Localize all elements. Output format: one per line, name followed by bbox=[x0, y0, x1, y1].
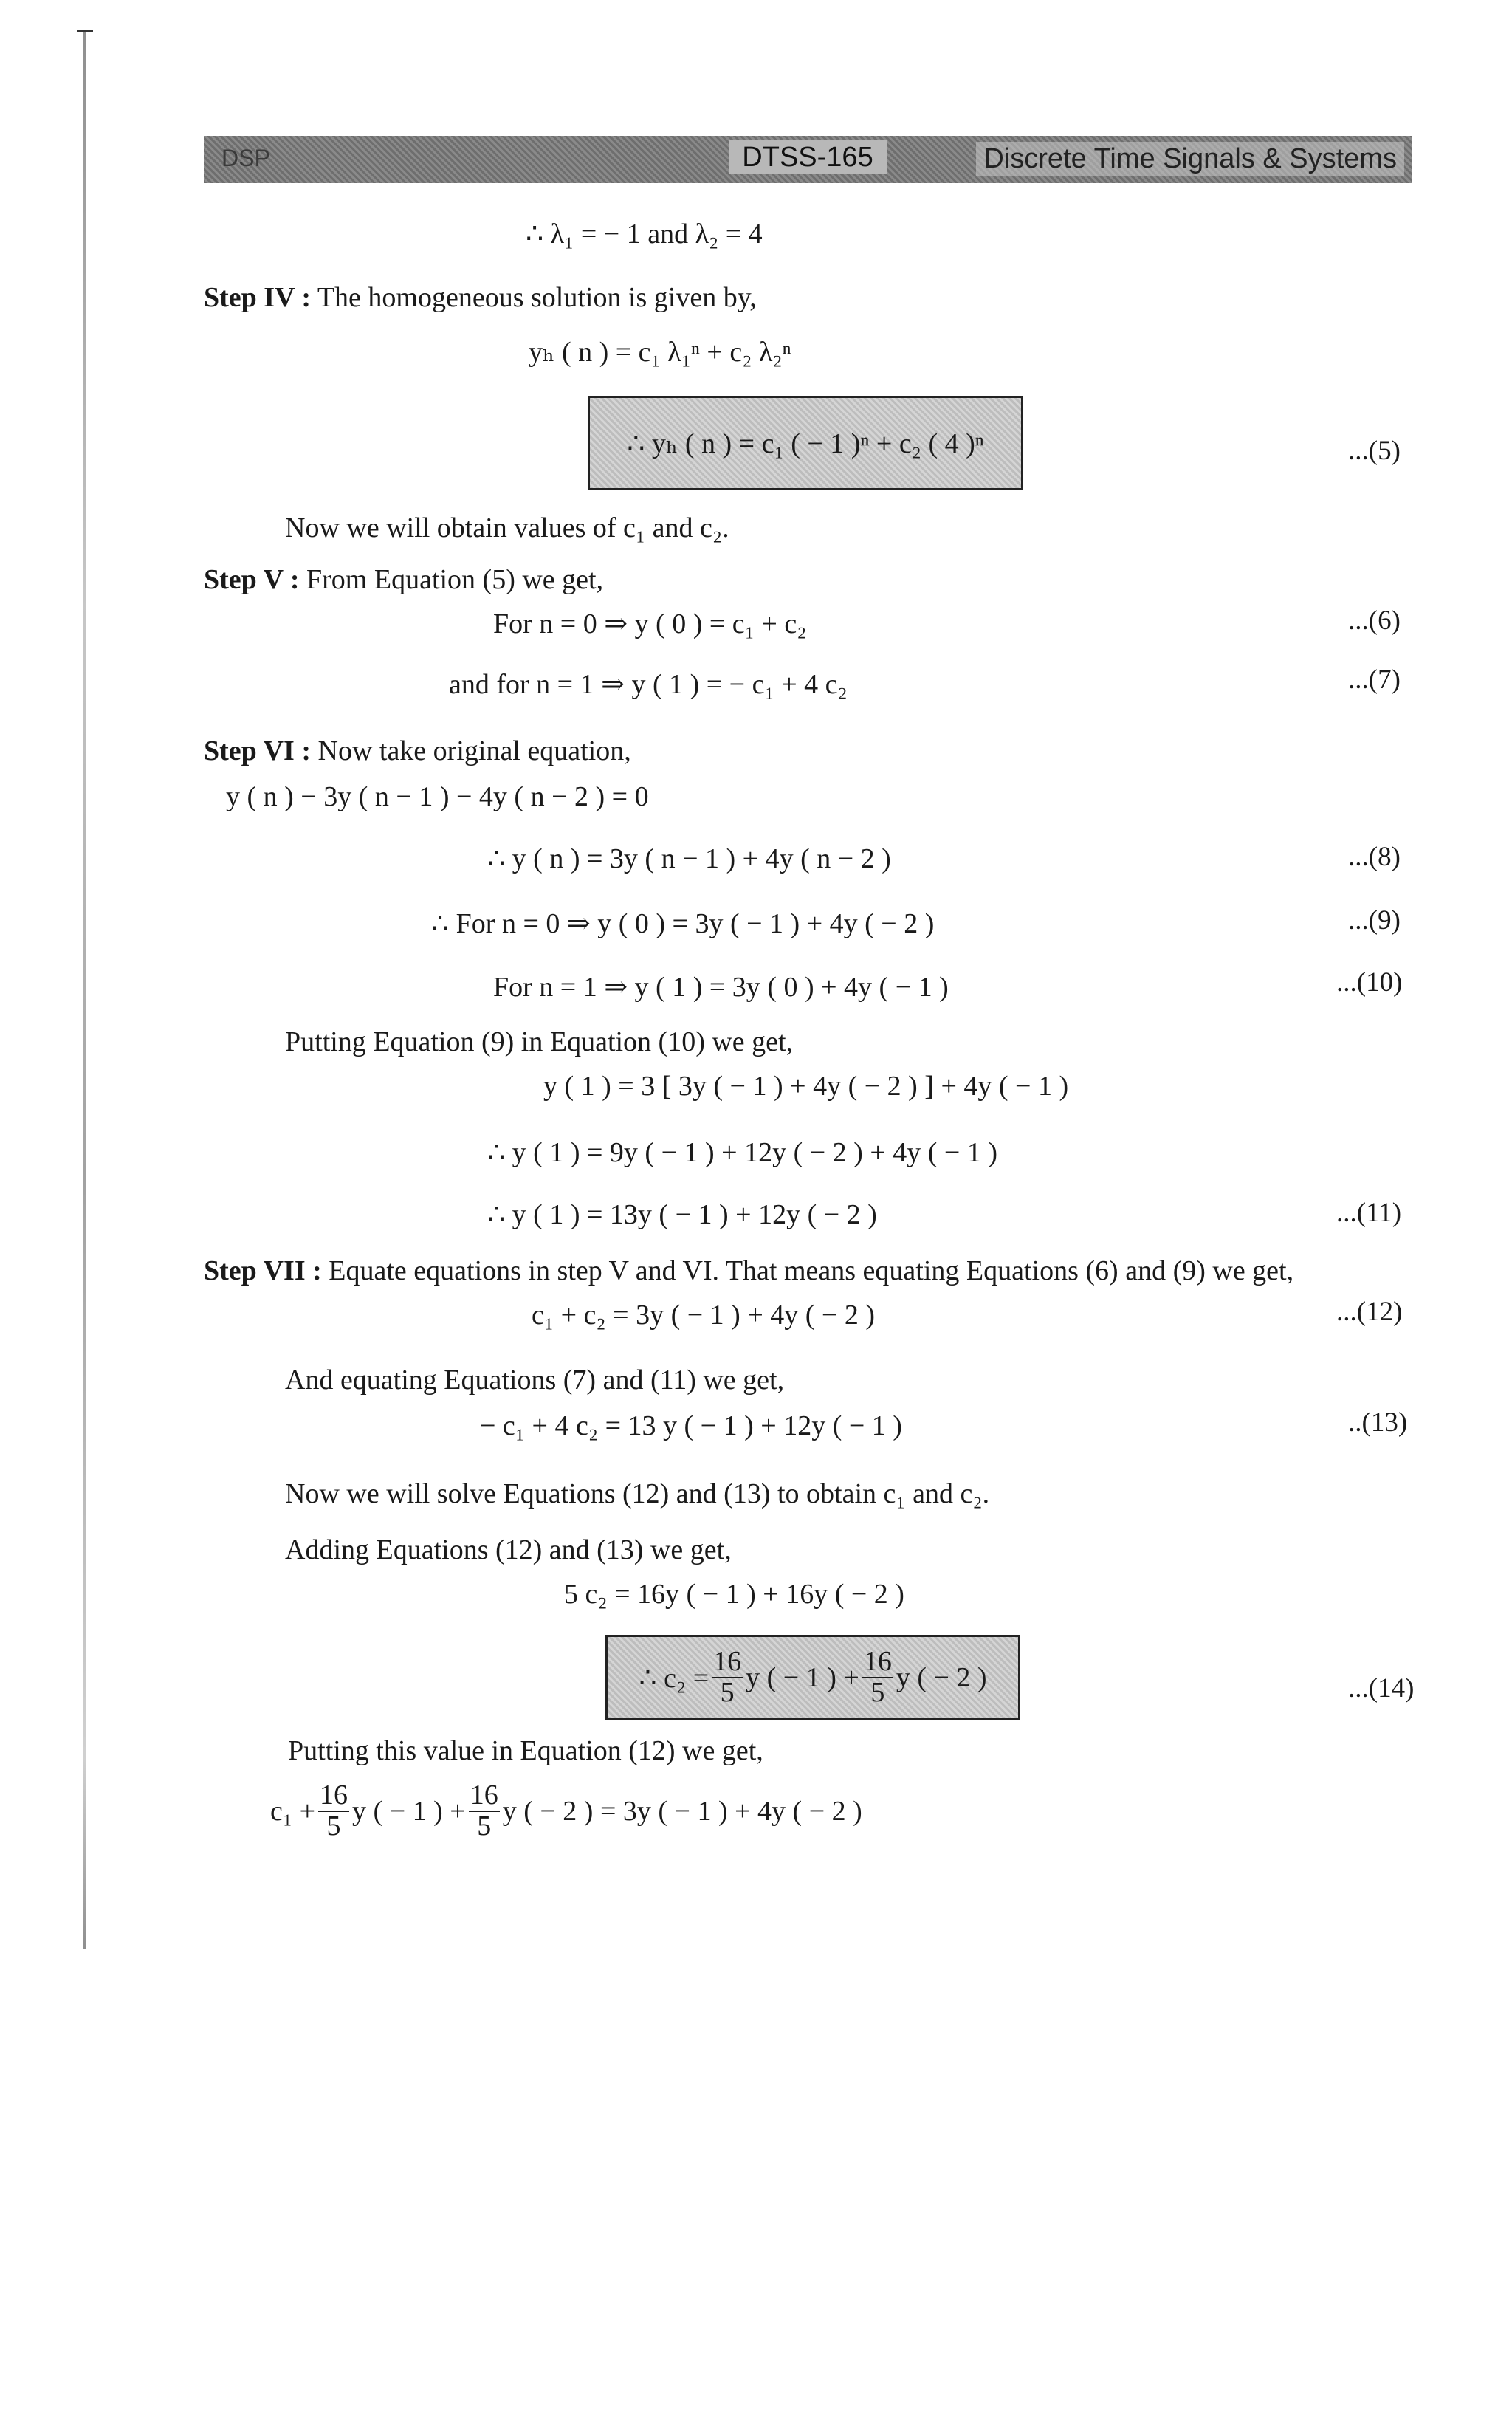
fraction-numerator: 16 bbox=[470, 1780, 498, 1811]
line-obtain-constants: Now we will obtain values of c₁ and c₂. bbox=[285, 512, 729, 543]
equation-number-6: ...(6) bbox=[1348, 605, 1401, 636]
scan-edge-line bbox=[83, 30, 86, 1949]
line-equation-13: − c₁ + 4 c₂ = 13 y ( − 1 ) + 12y ( − 1 ) bbox=[480, 1410, 902, 1441]
line-equation-12: c₁ + c₂ = 3y ( − 1 ) + 4y ( − 2 ) bbox=[532, 1300, 875, 1331]
boxed-c2-fraction-1 bbox=[712, 1647, 743, 1708]
line-y1-substituted: y ( 1 ) = 3 [ 3y ( − 1 ) + 4y ( − 2 ) ] + 4y ( − 1 ) bbox=[543, 1071, 1069, 1102]
equation-number-12: ...(12) bbox=[1336, 1297, 1403, 1327]
boxed-c2-fraction-2 bbox=[862, 1647, 893, 1708]
fraction-numerator: 16 bbox=[713, 1646, 742, 1678]
step-vii-heading bbox=[204, 1257, 1293, 1285]
homogeneous-general-form: yₕ ( n ) = c₁ λ₁ⁿ + c₂ λ₂ⁿ bbox=[529, 337, 791, 368]
line-n1-substitution: and for n = 1 ⇒ y ( 1 ) = − c₁ + 4 c₂ bbox=[449, 669, 848, 700]
step-vii-text: Equate equations in step V and VI. That means equating Equations (6) and (9) we get, bbox=[329, 1255, 1294, 1286]
equation-number-14: ...(14) bbox=[1348, 1673, 1415, 1703]
scan-edge-mark bbox=[77, 30, 93, 32]
boxed-homogeneous-solution-text: ∴ yₕ ( n ) = c₁ ( − 1 )ⁿ + c₂ ( 4 )ⁿ bbox=[627, 428, 984, 459]
line-y1-expanded: ∴ y ( 1 ) = 9y ( − 1 ) + 12y ( − 2 ) + 4y ( − 1 ) bbox=[487, 1137, 997, 1168]
fraction-denominator: 5 bbox=[870, 1677, 885, 1708]
step-vi-label: Step VI : bbox=[204, 735, 311, 766]
line-y0-expression: ∴ For n = 0 ⇒ y ( 0 ) = 3y ( − 1 ) + 4y ( − 2 ) bbox=[431, 908, 935, 939]
line-substitution-note: Putting Equation (9) in Equation (10) we get, bbox=[285, 1026, 794, 1057]
line-y1-expression: For n = 1 ⇒ y ( 1 ) = 3y ( 0 ) + 4y ( − 1 ) bbox=[493, 972, 949, 1003]
equation-number-11: ...(11) bbox=[1336, 1198, 1402, 1228]
fraction-numerator: 16 bbox=[863, 1646, 892, 1678]
equation-number-9: ...(9) bbox=[1348, 905, 1401, 936]
equation-number-5: ...(5) bbox=[1348, 436, 1401, 466]
equation-number-8: ...(8) bbox=[1348, 842, 1401, 872]
boxed-c2-lead: ∴ c₂ = bbox=[639, 1662, 709, 1694]
boxed-c2-solution bbox=[605, 1635, 1020, 1720]
fraction-denominator: 5 bbox=[326, 1810, 341, 1842]
header-left-text: DSP bbox=[221, 145, 270, 171]
step-vi-heading bbox=[204, 737, 631, 765]
line-recursive-form: ∴ y ( n ) = 3y ( n − 1 ) + 4y ( n − 2 ) bbox=[487, 843, 891, 874]
c1-equation-tail: y ( − 2 ) = 3y ( − 1 ) + 4y ( − 2 ) bbox=[502, 1795, 862, 1827]
line-solve-note: Now we will solve Equations (12) and (13) to obtain c₁ and c₂. bbox=[285, 1478, 990, 1509]
page-header bbox=[204, 136, 1412, 183]
step-vi-text: Now take original equation, bbox=[317, 735, 631, 766]
step-vii-label: Step VII : bbox=[204, 1255, 322, 1286]
c1-equation-fraction-2 bbox=[469, 1781, 500, 1842]
header-page-number-text: DTSS-165 bbox=[729, 140, 886, 174]
line-n0-substitution: For n = 0 ⇒ y ( 0 ) = c₁ + c₂ bbox=[493, 608, 807, 639]
step-iv-heading bbox=[204, 284, 757, 312]
step-v-heading bbox=[204, 566, 603, 594]
line-lambda-values: ∴ λ₁ = − 1 and λ₂ = 4 bbox=[526, 219, 763, 250]
c1-equation-fraction-1 bbox=[318, 1781, 349, 1842]
step-v-label: Step V : bbox=[204, 564, 300, 595]
step-iv-text: The homogeneous solution is given by, bbox=[317, 282, 757, 313]
fraction-denominator: 5 bbox=[720, 1677, 735, 1708]
boxed-homogeneous-solution bbox=[588, 396, 1023, 490]
fraction-numerator: 16 bbox=[320, 1780, 348, 1811]
equation-number-7: ...(7) bbox=[1348, 665, 1401, 695]
c1-equation-lead: c₁ + bbox=[270, 1795, 316, 1827]
step-iv-label: Step IV : bbox=[204, 282, 311, 313]
line-equating-7-11: And equating Equations (7) and (11) we get, bbox=[285, 1365, 785, 1396]
fraction-denominator: 5 bbox=[477, 1810, 492, 1842]
boxed-c2-mid: y ( − 1 ) + bbox=[746, 1662, 859, 1693]
equation-number-13: ..(13) bbox=[1348, 1407, 1408, 1438]
line-5c2-result: 5 c₂ = 16y ( − 1 ) + 16y ( − 2 ) bbox=[564, 1579, 904, 1610]
original-difference-equation: y ( n ) − 3y ( n − 1 ) − 4y ( n − 2 ) = 0 bbox=[226, 781, 649, 812]
boxed-c2-tail: y ( − 2 ) bbox=[896, 1662, 987, 1693]
header-chapter-title: Discrete Time Signals & Systems bbox=[976, 142, 1404, 176]
c1-equation-mid: y ( − 1 ) + bbox=[352, 1795, 466, 1827]
line-c1-equation bbox=[270, 1781, 862, 1842]
equation-number-10: ...(10) bbox=[1336, 967, 1403, 998]
step-v-text: From Equation (5) we get, bbox=[306, 564, 604, 595]
line-y1-simplified: ∴ y ( 1 ) = 13y ( − 1 ) + 12y ( − 2 ) bbox=[487, 1199, 877, 1230]
line-putting-value-note: Putting this value in Equation (12) we get, bbox=[288, 1735, 763, 1766]
line-adding-note: Adding Equations (12) and (13) we get, bbox=[285, 1534, 732, 1565]
